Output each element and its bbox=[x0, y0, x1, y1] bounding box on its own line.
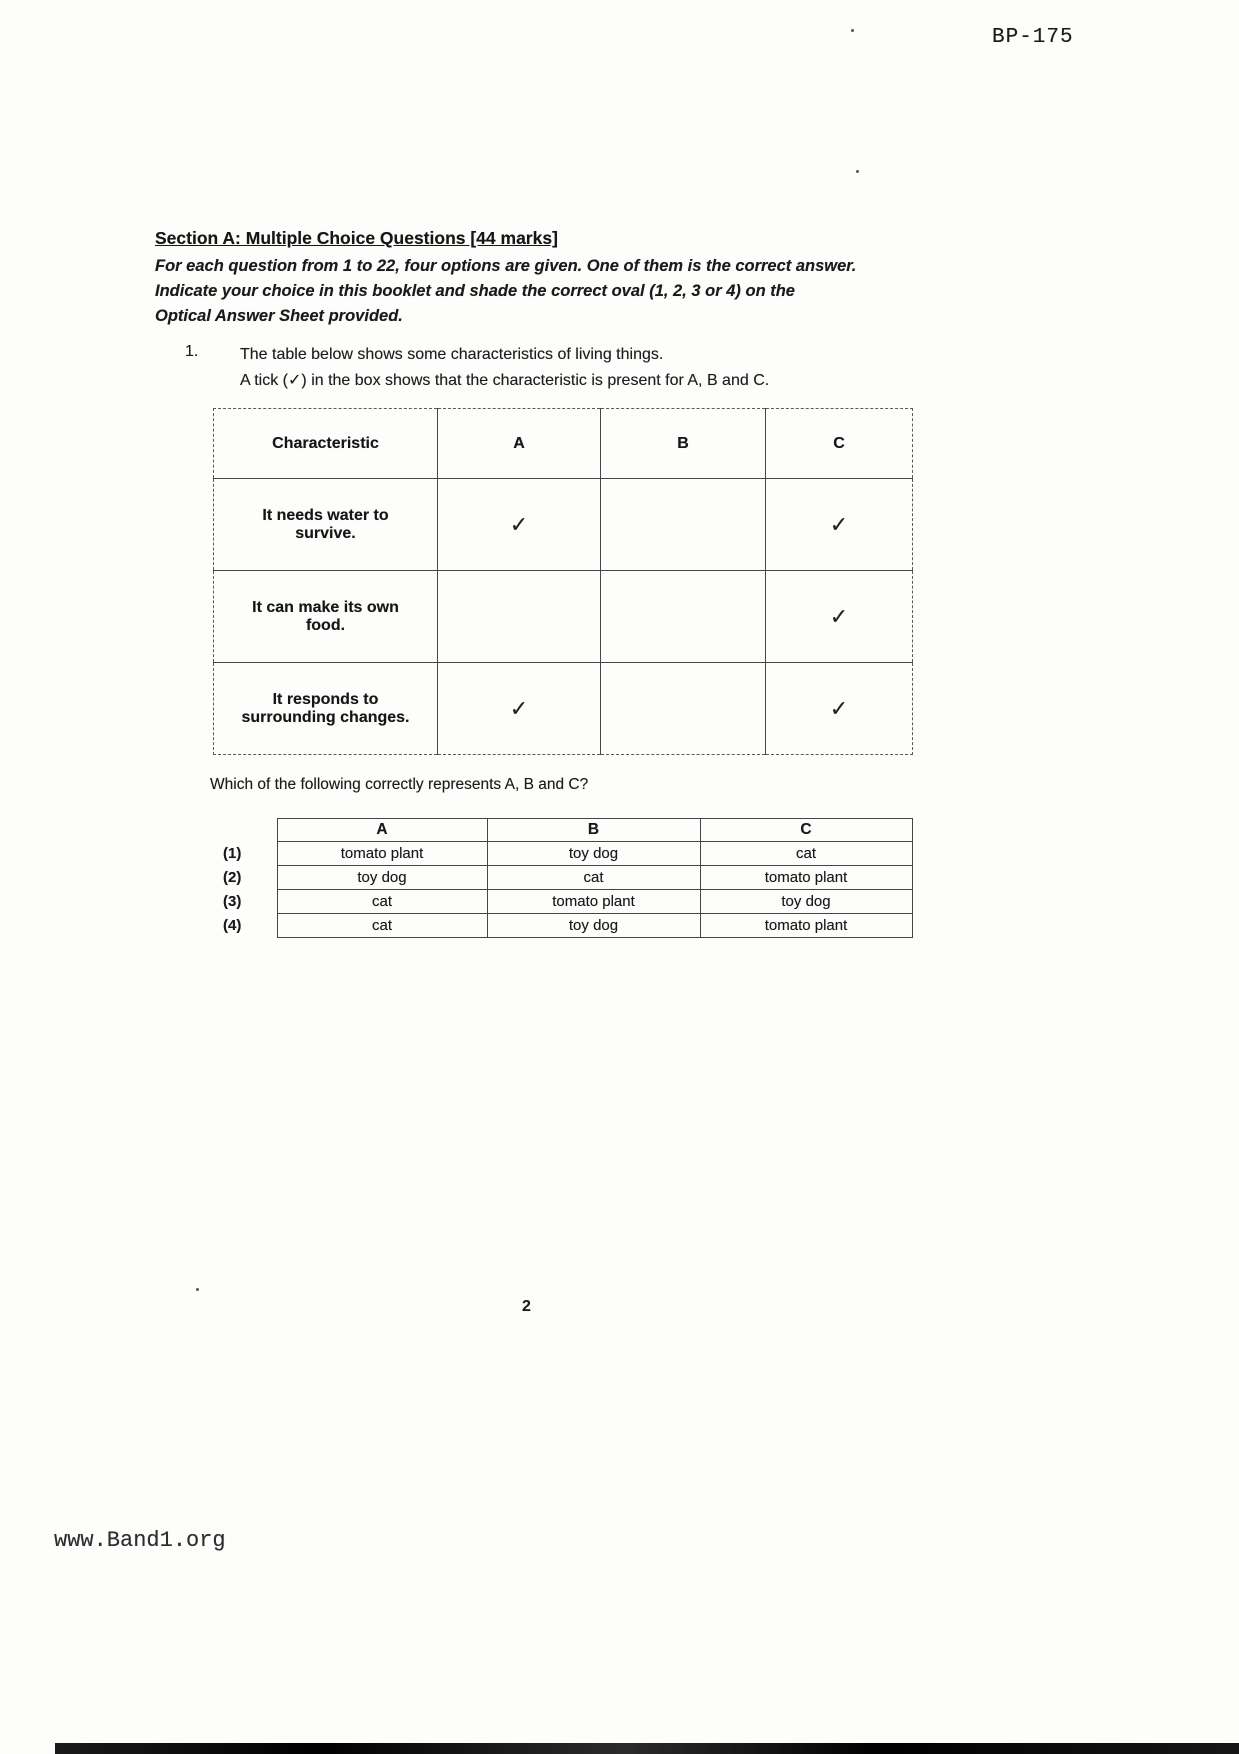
option-number: (1) bbox=[223, 845, 242, 862]
option-number: (3) bbox=[223, 893, 242, 910]
answer-options-table bbox=[222, 818, 913, 938]
tick-cell-c: ✓ bbox=[766, 571, 913, 663]
question-text-line-1: The table below shows some characteristics of living things. bbox=[240, 346, 664, 363]
instructions-line-3: Optical Answer Sheet provided. bbox=[155, 307, 403, 325]
tick-cell-c: ✓ bbox=[766, 479, 913, 571]
option-number: (4) bbox=[223, 917, 242, 934]
option-row-1 bbox=[222, 842, 912, 866]
option-cell: tomato plant bbox=[700, 866, 912, 890]
header-b: B bbox=[601, 409, 766, 479]
option-cell: cat bbox=[487, 866, 700, 890]
question-followup-text: Which of the following correctly represents A, B and C? bbox=[210, 776, 589, 793]
scan-speck bbox=[196, 1288, 199, 1291]
option-cell: tomato plant bbox=[700, 914, 912, 938]
options-header-row bbox=[222, 819, 912, 842]
option-cell: toy dog bbox=[487, 842, 700, 866]
instructions-line-1: For each question from 1 to 22, four options are given. One of them is the correct answer. bbox=[155, 257, 857, 275]
option-cell: tomato plant bbox=[277, 842, 487, 866]
characteristic-row-water bbox=[214, 479, 913, 571]
characteristics-table bbox=[213, 408, 913, 755]
option-cell: cat bbox=[277, 890, 487, 914]
option-row-3 bbox=[222, 890, 912, 914]
options-header-a: A bbox=[277, 819, 487, 842]
tick-cell-b bbox=[601, 663, 766, 755]
option-cell: toy dog bbox=[700, 890, 912, 914]
footer-watermark: www.Band1.org bbox=[54, 1528, 226, 1553]
tick-cell-b bbox=[601, 479, 766, 571]
tick-cell-a: ✓ bbox=[438, 663, 601, 755]
option-cell: tomato plant bbox=[487, 890, 700, 914]
page-number: 2 bbox=[522, 1298, 531, 1315]
characteristic-row-food bbox=[214, 571, 913, 663]
option-row-2 bbox=[222, 866, 912, 890]
option-cell: toy dog bbox=[277, 866, 487, 890]
option-cell: cat bbox=[277, 914, 487, 938]
scan-edge-bar bbox=[55, 1743, 1239, 1754]
question-1 bbox=[185, 342, 945, 394]
tick-cell-b bbox=[601, 571, 766, 663]
options-header-spacer bbox=[222, 819, 277, 842]
question-text-line-2: A tick (✓) in the box shows that the characteristic is present for A, B and C. bbox=[240, 372, 770, 389]
question-number: 1. bbox=[185, 343, 199, 360]
characteristic-label: It can make its own food. bbox=[214, 571, 438, 663]
section-instructions bbox=[155, 254, 945, 329]
question-text bbox=[240, 342, 945, 394]
characteristics-header-row bbox=[214, 409, 913, 479]
tick-cell-a: ✓ bbox=[438, 479, 601, 571]
instructions-line-2: Indicate your choice in this booklet and shade the correct oval (1, 2, 3 or 4) on the bbox=[155, 282, 795, 300]
characteristic-label: It responds to surrounding changes. bbox=[214, 663, 438, 755]
tick-cell-c: ✓ bbox=[766, 663, 913, 755]
characteristic-label: It needs water to survive. bbox=[214, 479, 438, 571]
option-number: (2) bbox=[223, 869, 242, 886]
scan-speck bbox=[856, 170, 859, 173]
section-header bbox=[155, 228, 945, 329]
scan-speck bbox=[851, 29, 854, 32]
option-row-4 bbox=[222, 914, 912, 938]
characteristic-row-responds bbox=[214, 663, 913, 755]
header-characteristic: Characteristic bbox=[214, 409, 438, 479]
options-header-c: C bbox=[700, 819, 912, 842]
page-code: BP-175 bbox=[992, 26, 1074, 49]
tick-cell-a bbox=[438, 571, 601, 663]
options-header-b: B bbox=[487, 819, 700, 842]
option-cell: toy dog bbox=[487, 914, 700, 938]
header-a: A bbox=[438, 409, 601, 479]
section-title: Section A: Multiple Choice Questions [44 marks] bbox=[155, 228, 558, 248]
option-cell: cat bbox=[700, 842, 912, 866]
header-c: C bbox=[766, 409, 913, 479]
